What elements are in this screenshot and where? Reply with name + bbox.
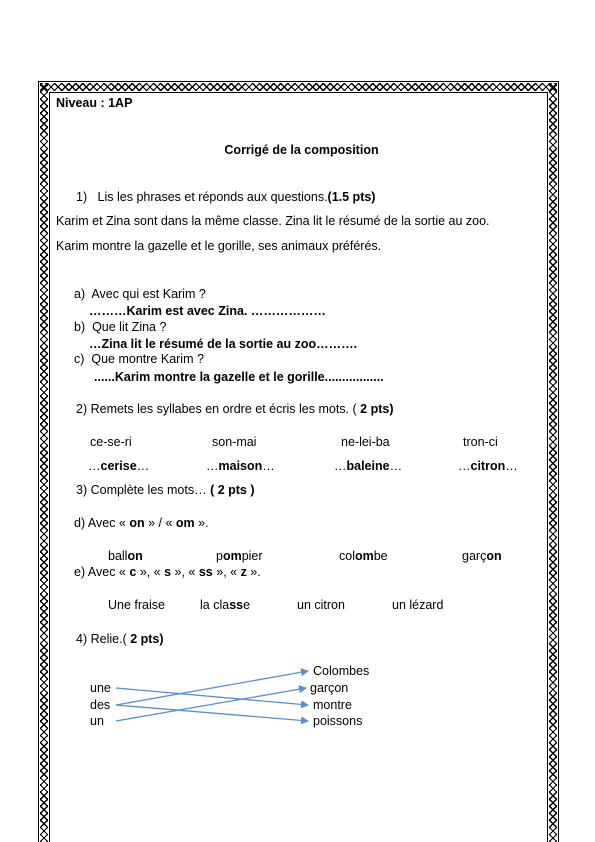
q4-points: 2 pts) bbox=[130, 632, 164, 646]
right-item: garçon bbox=[310, 681, 349, 695]
syllable-item: son-mai bbox=[212, 435, 257, 449]
left-item: une bbox=[90, 681, 111, 695]
completed-word: Une fraise bbox=[108, 598, 165, 612]
q2-instruction bbox=[76, 402, 393, 417]
syllable-item: tron-ci bbox=[463, 435, 498, 449]
q3-points: ( 2 pts ) bbox=[210, 483, 255, 497]
right-item: montre bbox=[313, 698, 352, 712]
q4-instruction-text: 4) Relie.( bbox=[76, 632, 131, 646]
word-answer: …maison… bbox=[206, 459, 275, 473]
q1-text-line2: Karim montre la gazelle et le gorille, ses animaux préférés. bbox=[56, 239, 382, 253]
completed-word: ballon bbox=[108, 549, 143, 563]
q3-instruction bbox=[76, 483, 255, 498]
q3-instruction-text: 3) Complète les mots… bbox=[76, 483, 211, 497]
right-item: poissons bbox=[313, 714, 363, 728]
q2-points: 2 pts) bbox=[360, 402, 394, 416]
q4-instruction bbox=[76, 632, 164, 647]
q1-question-a-text: Avec qui est Karim ? bbox=[91, 287, 206, 301]
q1-question-b bbox=[74, 320, 166, 335]
q1-question-a bbox=[74, 287, 206, 302]
decorative-border-left bbox=[40, 83, 48, 842]
q1-question-c-text: Que montre Karim ? bbox=[91, 352, 204, 366]
q1-question-a-letter: a) bbox=[74, 287, 86, 301]
q1-answer-a: ………Karim est avec Zina. ……………… bbox=[89, 304, 326, 318]
q1-question-c-letter: c) bbox=[74, 352, 85, 366]
q1-question-b-letter: b) bbox=[74, 320, 86, 334]
left-item: un bbox=[90, 714, 104, 728]
decorative-border-right bbox=[549, 83, 557, 842]
q1-points: (1.5 pts) bbox=[327, 190, 376, 204]
q3-d-instruction: d) Avec « on » / « om ». bbox=[74, 516, 209, 530]
q3-e-instruction: e) Avec « c », « s », « ss », « z ». bbox=[74, 565, 261, 579]
syllable-item: ce-se-ri bbox=[90, 435, 132, 449]
q1-question-c bbox=[74, 352, 204, 367]
decorative-border-top bbox=[40, 83, 557, 91]
syllable-item: ne-lei-ba bbox=[341, 435, 390, 449]
word-answer: …cerise… bbox=[88, 459, 150, 473]
completed-word: colombe bbox=[339, 549, 388, 563]
completed-word: garçon bbox=[462, 549, 502, 563]
completed-word: un lézard bbox=[392, 598, 444, 612]
level-label: Niveau : 1AP bbox=[56, 96, 133, 110]
q1-number: 1) bbox=[76, 190, 88, 204]
q1-instruction-text: Lis les phrases et réponds aux questions. bbox=[97, 190, 328, 204]
right-item: Colombes bbox=[313, 664, 370, 678]
q1-instruction bbox=[76, 190, 375, 205]
q1-text-line1: Karim et Zina sont dans la même classe. Zina lit le résumé de la sortie au zoo. bbox=[56, 214, 490, 228]
q1-question-b-text: Que lit Zina ? bbox=[92, 320, 167, 334]
page-title: Corrigé de la composition bbox=[224, 143, 379, 157]
word-answer: …baleine… bbox=[334, 459, 403, 473]
q1-answer-b: …Zina lit le résumé de la sortie au zoo………. bbox=[89, 337, 358, 351]
left-item: des bbox=[90, 698, 111, 712]
q1-answer-c: ......Karim montre la gazelle et le gorille................. bbox=[94, 370, 384, 384]
completed-word: la classe bbox=[200, 598, 251, 612]
q2-instruction-text: 2) Remets les syllabes en ordre et écris les mots. ( bbox=[76, 402, 357, 416]
word-answer: …citron… bbox=[458, 459, 518, 473]
completed-word: un citron bbox=[297, 598, 345, 612]
completed-word: pompier bbox=[216, 549, 263, 563]
